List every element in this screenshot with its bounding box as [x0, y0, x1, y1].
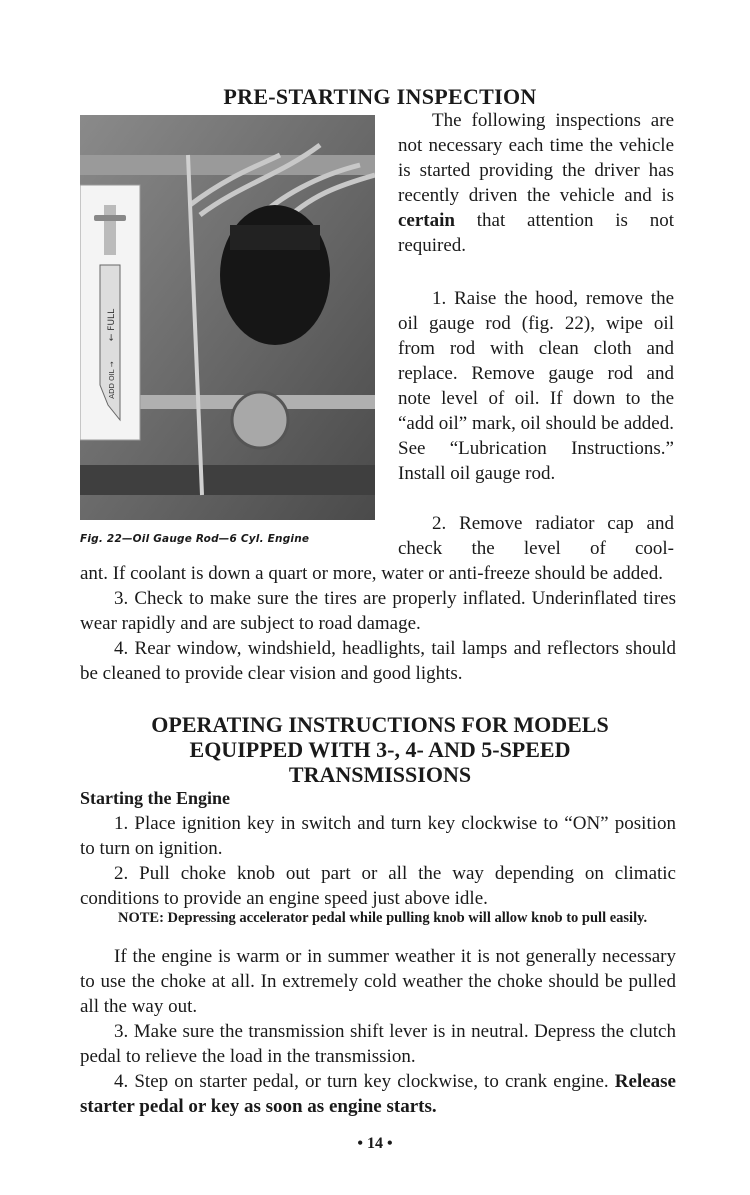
add-oil-mark-label: ADD OIL → [108, 361, 116, 399]
full-mark-label: ← FULL [107, 308, 117, 342]
step-2-text-b: ant. If coolant is down a quart or more, water or anti-freeze should be added. [80, 563, 663, 584]
start-step-4-bold: Release starter pedal or key as soon as engine starts. [80, 1071, 676, 1117]
starting-steps-3-4 [80, 944, 676, 1119]
starting-steps-1-2 [80, 811, 676, 911]
distributor-cap [230, 225, 320, 250]
note-accelerator: NOTE: Depressing accelerator pedal while pulling knob will allow knob to pull easily. [118, 910, 648, 926]
gauge-rod-handle [104, 205, 116, 255]
subheading-starting-engine: Starting the Engine [80, 788, 231, 808]
gauge-rod-cap [94, 215, 126, 221]
step-4-text: 4. Rear window, windshield, headlights, tail lamps and reflectors should be cleaned to provide clear vision and good lights. [80, 638, 676, 684]
engine-photo-figure [80, 115, 375, 520]
step-2-text-a: 2. Remove radiator cap and check the level of cool- [398, 513, 674, 559]
title-line-3: TRANSMISSIONS [288, 762, 472, 787]
title-line-1: OPERATING INSTRUCTIONS FOR MODELS [151, 712, 609, 737]
page-number: • 14 • [357, 1135, 393, 1152]
engine-illustration [80, 115, 375, 520]
start-step-2-text: 2. Pull choke knob out part or all the way depending on climatic conditions to provide an engine speed just above idle. [80, 863, 676, 909]
intro-text: The following inspections are not necessary each time the vehicle is started providing the driver has recently driven the vehicle and is [398, 110, 674, 206]
step-3-text: 3. Check to make sure the tires are properly inflated. Underinflated tires wear rapidly and are subject to road damage. [80, 588, 676, 634]
choke-paragraph: If the engine is warm or in summer weather it is not generally necessary to use the choke at all. In extremely cold weather the choke should be pulled all the way out. [80, 946, 676, 1017]
start-step-1-text: 1. Place ignition key in switch and turn key clockwise to “ON” position to turn on ignition. [80, 813, 676, 859]
inspection-step-2-start [398, 511, 674, 561]
start-step-4-text: 4. Step on starter pedal, or turn key clockwise, to crank engine. [114, 1071, 615, 1092]
section-title-operating-instructions [80, 712, 680, 787]
intro-bold-text: certain [398, 210, 455, 231]
start-step-3-text: 3. Make sure the transmission shift lever is in neutral. Depress the clutch pedal to relieve the load in the transmission. [80, 1021, 676, 1067]
title-line-2: EQUIPPED WITH 3-, 4- AND 5-SPEED [189, 737, 571, 762]
figure-caption: Fig. 22—Oil Gauge Rod—6 Cyl. Engine [80, 533, 310, 545]
section-title-pre-starting: PRE-STARTING INSPECTION [223, 84, 537, 109]
inspection-steps-continued [80, 561, 676, 686]
fuel-pump [232, 392, 288, 448]
engine-block-lower [80, 465, 375, 495]
step-1-text: 1. Raise the hood, remove the oil gauge rod (fig. 22), wipe oil from rod with clean cloth and replace. Remove gauge rod and note level of oil. If down to the “add oil” mark, oil should be added. See “Lubrication Instructions.” Install oil gauge rod. [398, 288, 674, 484]
intro-paragraph [398, 108, 674, 258]
inspection-step-1 [398, 286, 674, 486]
intro-end-text: that attention is not required. [398, 210, 674, 256]
